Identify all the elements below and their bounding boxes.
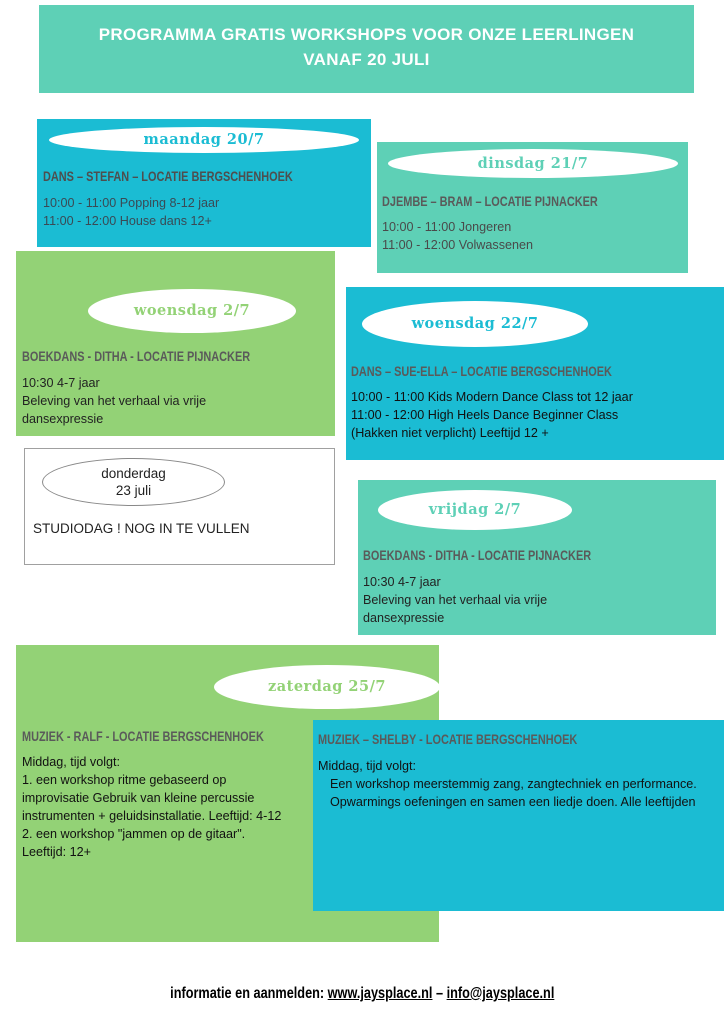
card-title-woensdag-1: BOEKDANS - DITHA - LOCATIE PIJNACKER — [22, 348, 251, 364]
schedule-line: 10:00 - 11:00 Jongeren — [382, 220, 512, 234]
schedule-line: 11:00 - 12:00 High Heels Dance Beginner Class — [351, 408, 619, 422]
card-body-vrijdag — [363, 573, 547, 627]
day-label-donderdag-day: donderdag — [101, 466, 166, 481]
card-woensdag-2 — [346, 287, 724, 460]
email-link[interactable]: info@jaysplace.nl — [446, 985, 555, 1002]
card-body-dinsdag — [382, 218, 533, 254]
card-body-maandag — [43, 194, 219, 230]
card-dinsdag — [377, 142, 688, 273]
header-title-line1: PROGRAMMA GRATIS WORKSHOPS VOOR ONZE LEERLINGEN — [98, 25, 635, 44]
schedule-line: 10:30 4-7 jaar — [363, 575, 441, 589]
day-label-woensdag-2: woensdag 22/7 — [362, 301, 588, 347]
day-label-vrijdag: vrijdag 2/7 — [378, 490, 572, 530]
day-label-dinsdag: dinsdag 21/7 — [388, 149, 678, 178]
schedule-line: Beleving van het verhaal via vrije — [363, 593, 548, 607]
card-body-ralf: Middag, tijd volgt: 1. een workshop ritme gebaseerd op improvisatie Gebruik van kleine percussie instrumenten + geluidsinstallatie. Leeftijd: 4-12 2. een workshop "jammen op de gitaar". Leeftijd: 12+ — [22, 755, 282, 859]
card-maandag — [37, 119, 371, 247]
card-vrijdag — [358, 480, 716, 635]
schedule-line: 10:00 - 11:00 Kids Modern Dance Class tot 12 jaar — [351, 390, 633, 404]
schedule-line: 11:00 - 12:00 House dans 12+ — [43, 214, 212, 228]
day-label-maandag: maandag 20/7 — [49, 127, 359, 153]
donderdag-text: STUDIODAG ! NOG IN TE VULLEN — [33, 521, 250, 536]
footer-info — [170, 985, 554, 1003]
day-label-woensdag-1: woensdag 2/7 — [88, 289, 296, 333]
page-header — [39, 5, 694, 93]
card-title-maandag: DANS – STEFAN – LOCATIE BERGSCHENHOEK — [43, 168, 293, 184]
day-label-donderdag — [42, 458, 225, 506]
card-title-vrijdag: BOEKDANS - DITHA - LOCATIE PIJNACKER — [363, 547, 592, 563]
schedule-line: 10:30 4-7 jaar — [22, 376, 100, 390]
schedule-line: (Hakken niet verplicht) Leeftijd 12 + — [351, 426, 549, 440]
card-title-ralf: MUZIEK - RALF - LOCATIE BERGSCHENHOEK — [22, 728, 264, 744]
card-title-woensdag-2: DANS – SUE-ELLA – LOCATIE BERGSCHENHOEK — [351, 363, 612, 379]
footer-separator: – — [432, 985, 447, 1002]
card-body-woensdag-1 — [22, 374, 206, 428]
shelby-intro: Middag, tijd volgt: — [318, 759, 417, 773]
schedule-line: 11:00 - 12:00 Volwassenen — [382, 238, 534, 252]
schedule-line: Beleving van het verhaal via vrije — [22, 394, 207, 408]
footer-prefix: informatie en aanmelden: — [169, 985, 328, 1002]
website-link[interactable]: www.jaysplace.nl — [327, 985, 433, 1002]
card-donderdag — [24, 448, 335, 565]
header-title-line2: VANAF 20 JULI — [303, 50, 430, 69]
card-title-shelby: MUZIEK – SHELBY - LOCATIE BERGSCHENHOEK — [318, 731, 578, 747]
card-shelby — [313, 720, 724, 911]
schedule-line: dansexpressie — [22, 412, 104, 426]
card-body-woensdag-2 — [351, 388, 633, 442]
card-body-shelby: Een workshop meerstemmig zang, zangtechniek en performance. Opwarmings oefeningen en samen een liedje doen. Alle leeftijden — [330, 777, 697, 809]
card-title-dinsdag: DJEMBE – BRAM – LOCATIE PIJNACKER — [382, 193, 598, 209]
schedule-line: 10:00 - 11:00 Popping 8-12 jaar — [43, 196, 220, 210]
page-footer — [0, 985, 724, 1003]
day-label-zaterdag: zaterdag 25/7 — [214, 665, 440, 709]
schedule-line: dansexpressie — [363, 611, 445, 625]
card-woensdag-1 — [16, 251, 335, 436]
day-label-donderdag-date: 23 juli — [115, 483, 152, 498]
